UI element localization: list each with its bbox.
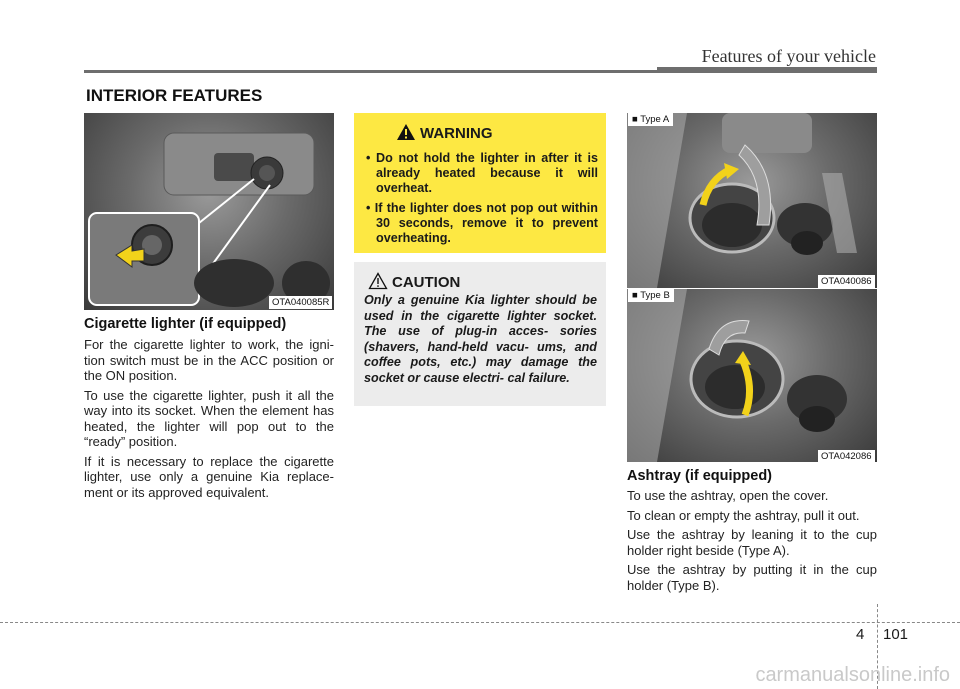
watermark: carmanualsonline.info bbox=[755, 664, 950, 686]
list-item: • If the lighter does not pop out within 30 seconds, remove it to prevent overheating. bbox=[366, 201, 598, 245]
type-a-tag: ■ Type A bbox=[628, 113, 673, 126]
page-number: 101 bbox=[883, 626, 909, 643]
ashtray-body bbox=[627, 488, 877, 597]
paragraph: To use the ashtray, open the cover. bbox=[627, 488, 829, 503]
lighter-illustration bbox=[84, 113, 334, 310]
warning-icon bbox=[396, 123, 416, 141]
chapter-number: 4 bbox=[856, 626, 865, 643]
footer-rule bbox=[0, 622, 960, 623]
lighter-heading: Cigarette lighter (if equipped) bbox=[84, 316, 287, 332]
list-item: • Do not hold the lighter in after it is already heated because it will overheat. bbox=[366, 151, 598, 195]
chapter-header: Features of your vehicle bbox=[701, 46, 876, 66]
figure-code: OTA040086 bbox=[818, 275, 875, 288]
warning-list bbox=[364, 151, 598, 251]
header-rule-accent bbox=[657, 67, 877, 73]
paragraph: To use the cigarette lighter, push it all the way into its socket. When the element has heated, the lighter will pop out to the “ready” position. bbox=[84, 387, 334, 449]
figure-code: OTA042086 bbox=[818, 450, 875, 463]
paragraph: Use the ashtray by leaning it to the cup holder right beside (Type A). bbox=[627, 527, 877, 558]
paragraph: Use the ashtray by putting it in the cup holder (Type B). bbox=[627, 562, 877, 593]
ashtray-type-b-photo bbox=[627, 289, 877, 462]
caution-text: Only a genuine Kia lighter should be used in the cigarette lighter socket. The use of plug-in acces- sories (shavers, hand-held vacu- ums, and coffee pots, etc.) may damage the socket or cause electri- cal failure. bbox=[364, 293, 597, 385]
paragraph: To clean or empty the ashtray, pull it out. bbox=[627, 507, 860, 523]
cigarette-lighter-photo bbox=[84, 113, 334, 310]
warning-title: WARNING bbox=[420, 125, 493, 142]
paragraph: For the cigarette lighter to work, the igni- tion switch must be in the ACC position or the ON position. bbox=[84, 337, 334, 383]
caution-title: CAUTION bbox=[392, 274, 461, 291]
section-title: INTERIOR FEATURES bbox=[86, 86, 263, 105]
warning-box bbox=[354, 113, 606, 253]
lighter-body bbox=[84, 337, 334, 504]
caution-icon bbox=[368, 272, 388, 290]
ashtray-type-b-illustration bbox=[627, 289, 877, 462]
type-b-tag: ■ Type B bbox=[628, 289, 674, 302]
ashtray-type-a-illustration bbox=[627, 113, 877, 288]
ashtray-type-a-photo bbox=[627, 113, 877, 288]
caution-box bbox=[354, 262, 606, 406]
ashtray-heading: Ashtray (if equipped) bbox=[627, 468, 773, 484]
figure-code: OTA040085R bbox=[269, 296, 332, 309]
paragraph: If it is necessary to replace the cigarette lighter, use only a genuine Kia replace- ment or its approved equivalent. bbox=[84, 453, 334, 500]
